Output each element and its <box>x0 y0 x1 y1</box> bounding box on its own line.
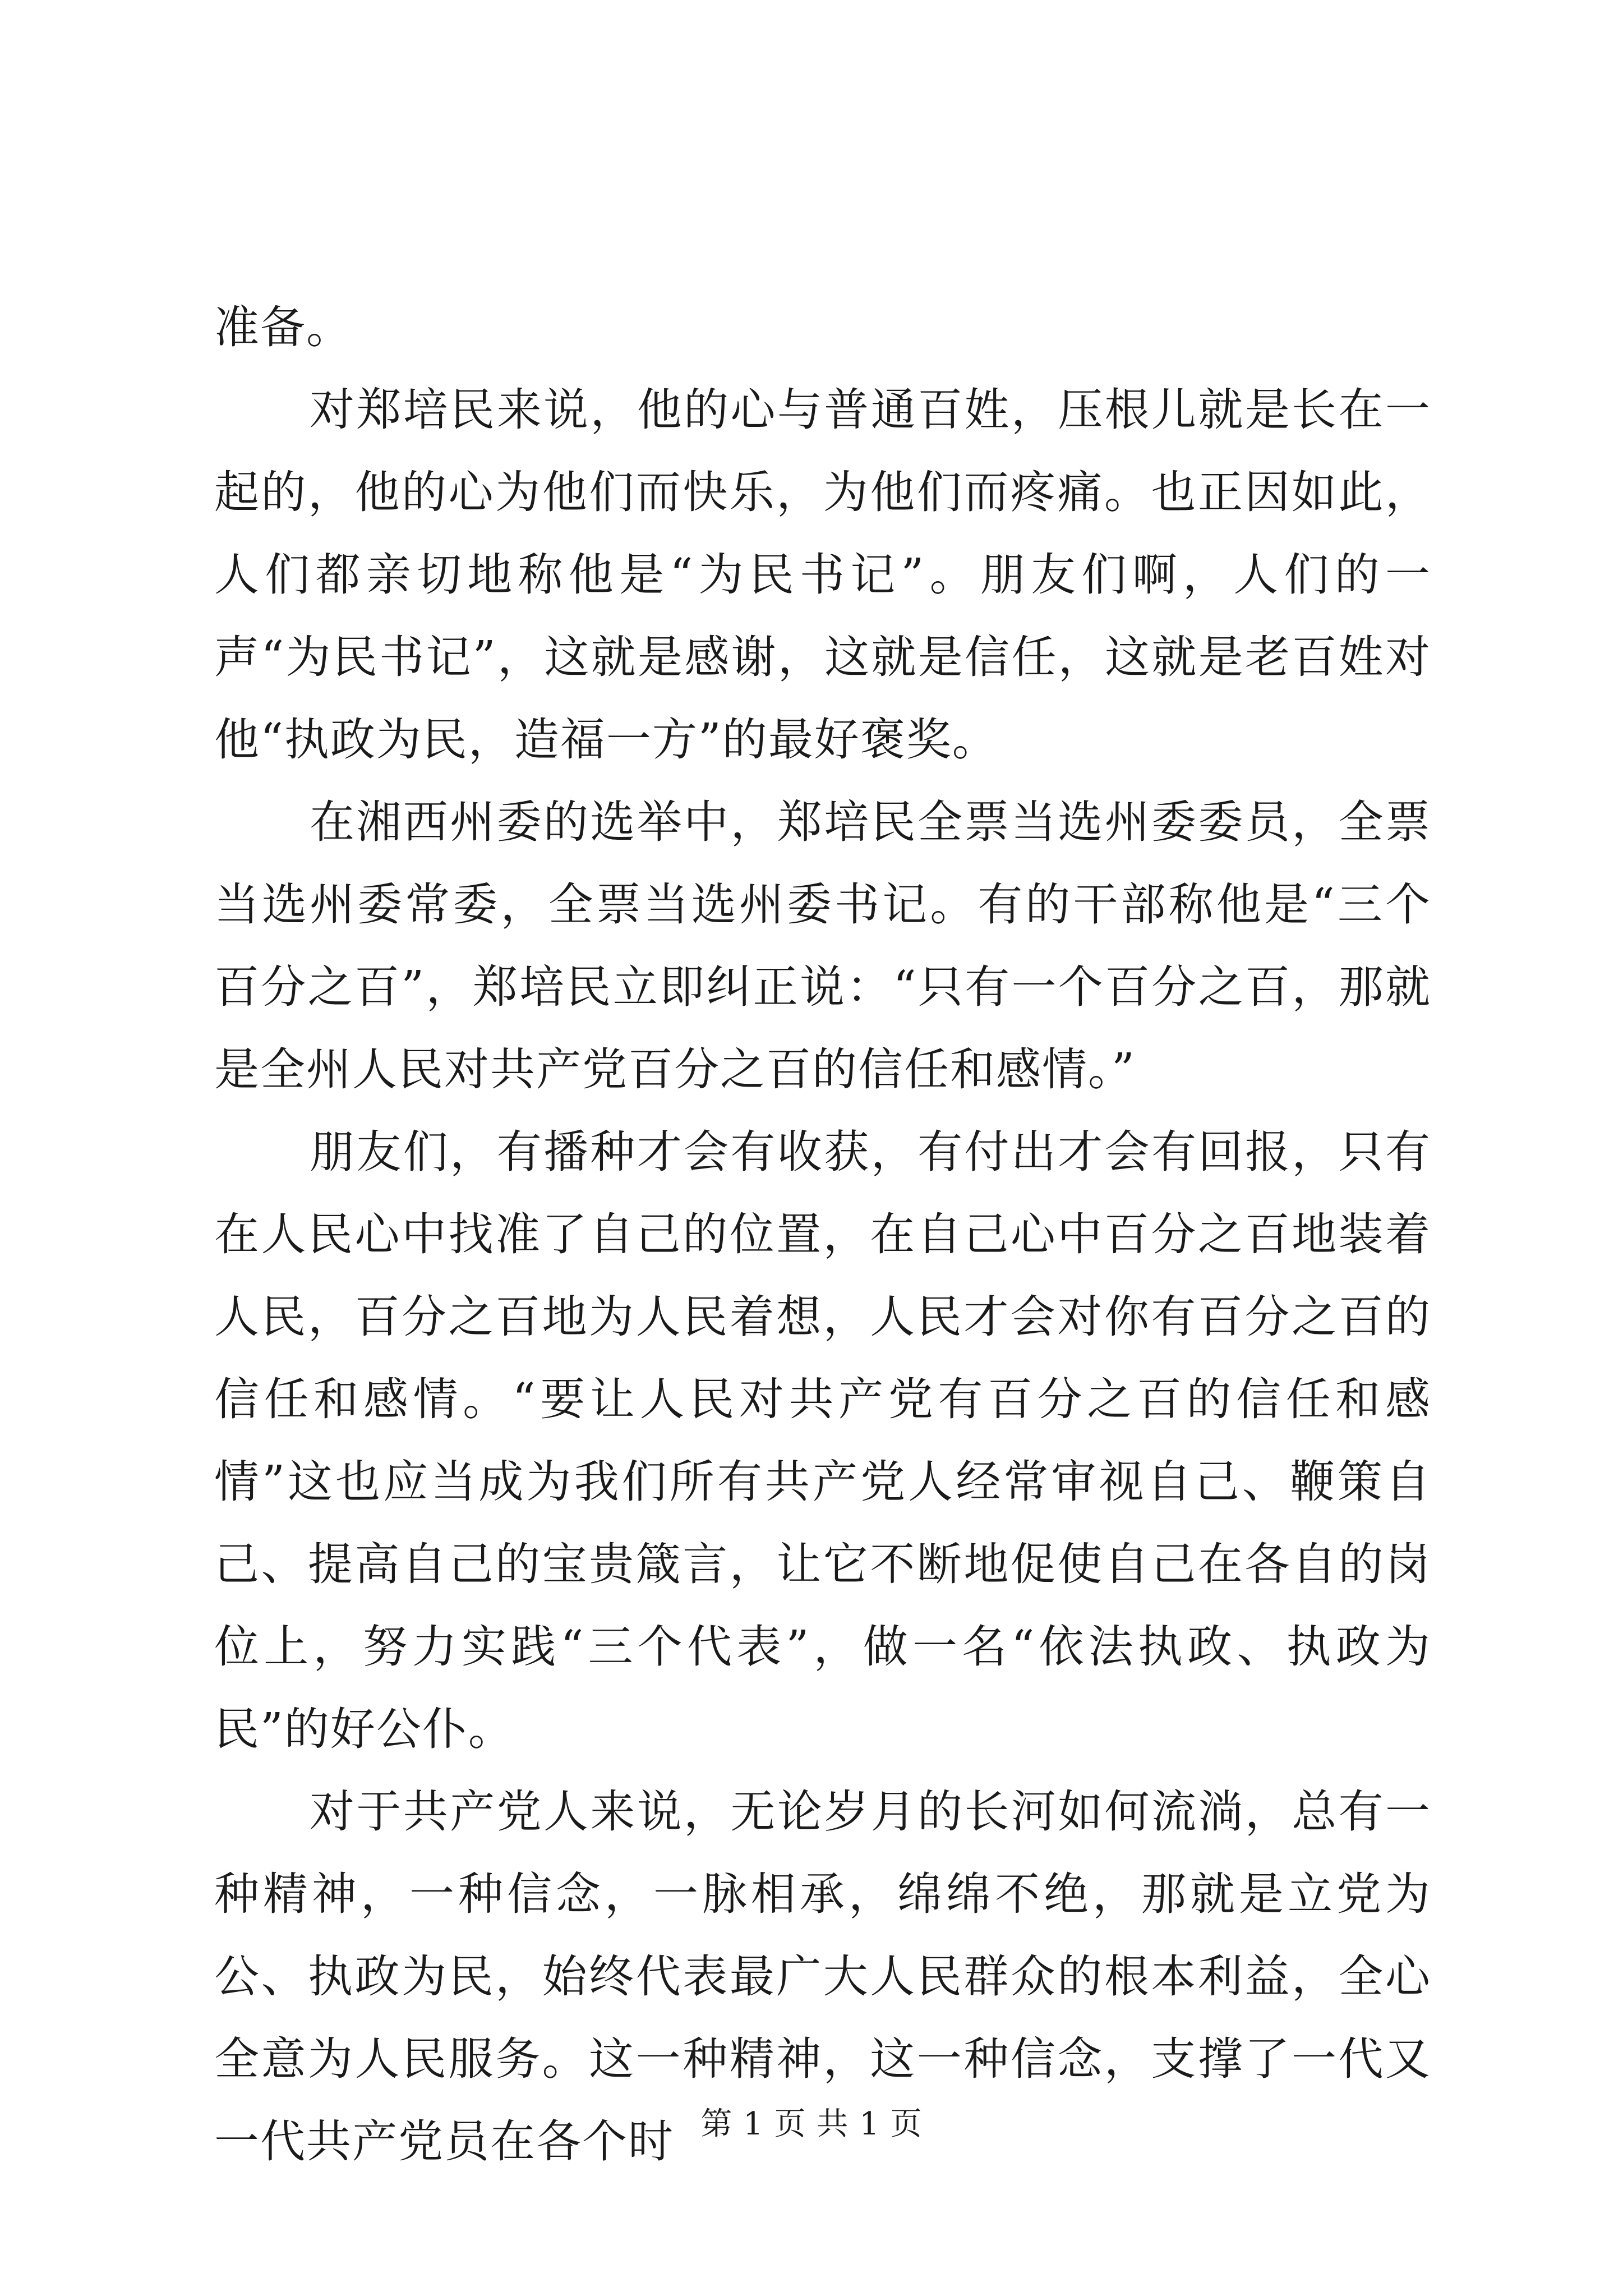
paragraph-5: 对于共产党人来说，无论岁月的长河如何流淌，总有一种精神，一种信念，一脉相承，绵绵不绝，那就是立党为公、执政为民，始终代表最广大人民群众的根本利益，全心全意为人民服务。这一种精神，这一种信念，支撑了一代又一代共产党员在各个时 <box>214 1786 1431 2168</box>
document-body <box>214 286 1431 2183</box>
paragraph-3: 在湘西州委的选举中，郑培民全票当选州委委员，全票当选州委常委，全票当选州委书记。有的干部称他是“三个百分之百”，郑培民立即纠正说：“只有一个百分之百，那就是全州人民对共产党百分之百的信任和感情。” <box>214 796 1431 1096</box>
paragraph-1: 准备。 <box>214 301 352 353</box>
paragraph-4: 朋友们，有播种才会有收获，有付出才会有回报，只有在人民心中找准了自己的位置，在自己心中百分之百地装着人民，百分之百地为人民着想，人民才会对你有百分之百的信任和感情。“要让人民对共产党有百分之百的信任和感情”这也应当成为我们所有共产党人经常审视自己、鞭策自己、提高自己的宝贵箴言，让它不断地促使自己在各自的岗位上，努力实践“三个代表”，做一名“依法执政、执政为民”的好公仆。 <box>214 1126 1431 1755</box>
page-footer: 第 1 页 共 1 页 <box>700 2106 923 2142</box>
paragraph-2: 对郑培民来说，他的心与普通百姓，压根儿就是长在一起的，他的心为他们而快乐，为他们而疼痛。也正因如此，人们都亲切地称他是“为民书记”。朋友们啊，人们的一声“为民书记”，这就是感谢，这就是信任，这就是老百姓对他“执政为民，造福一方”的最好褒奖。 <box>214 384 1431 766</box>
